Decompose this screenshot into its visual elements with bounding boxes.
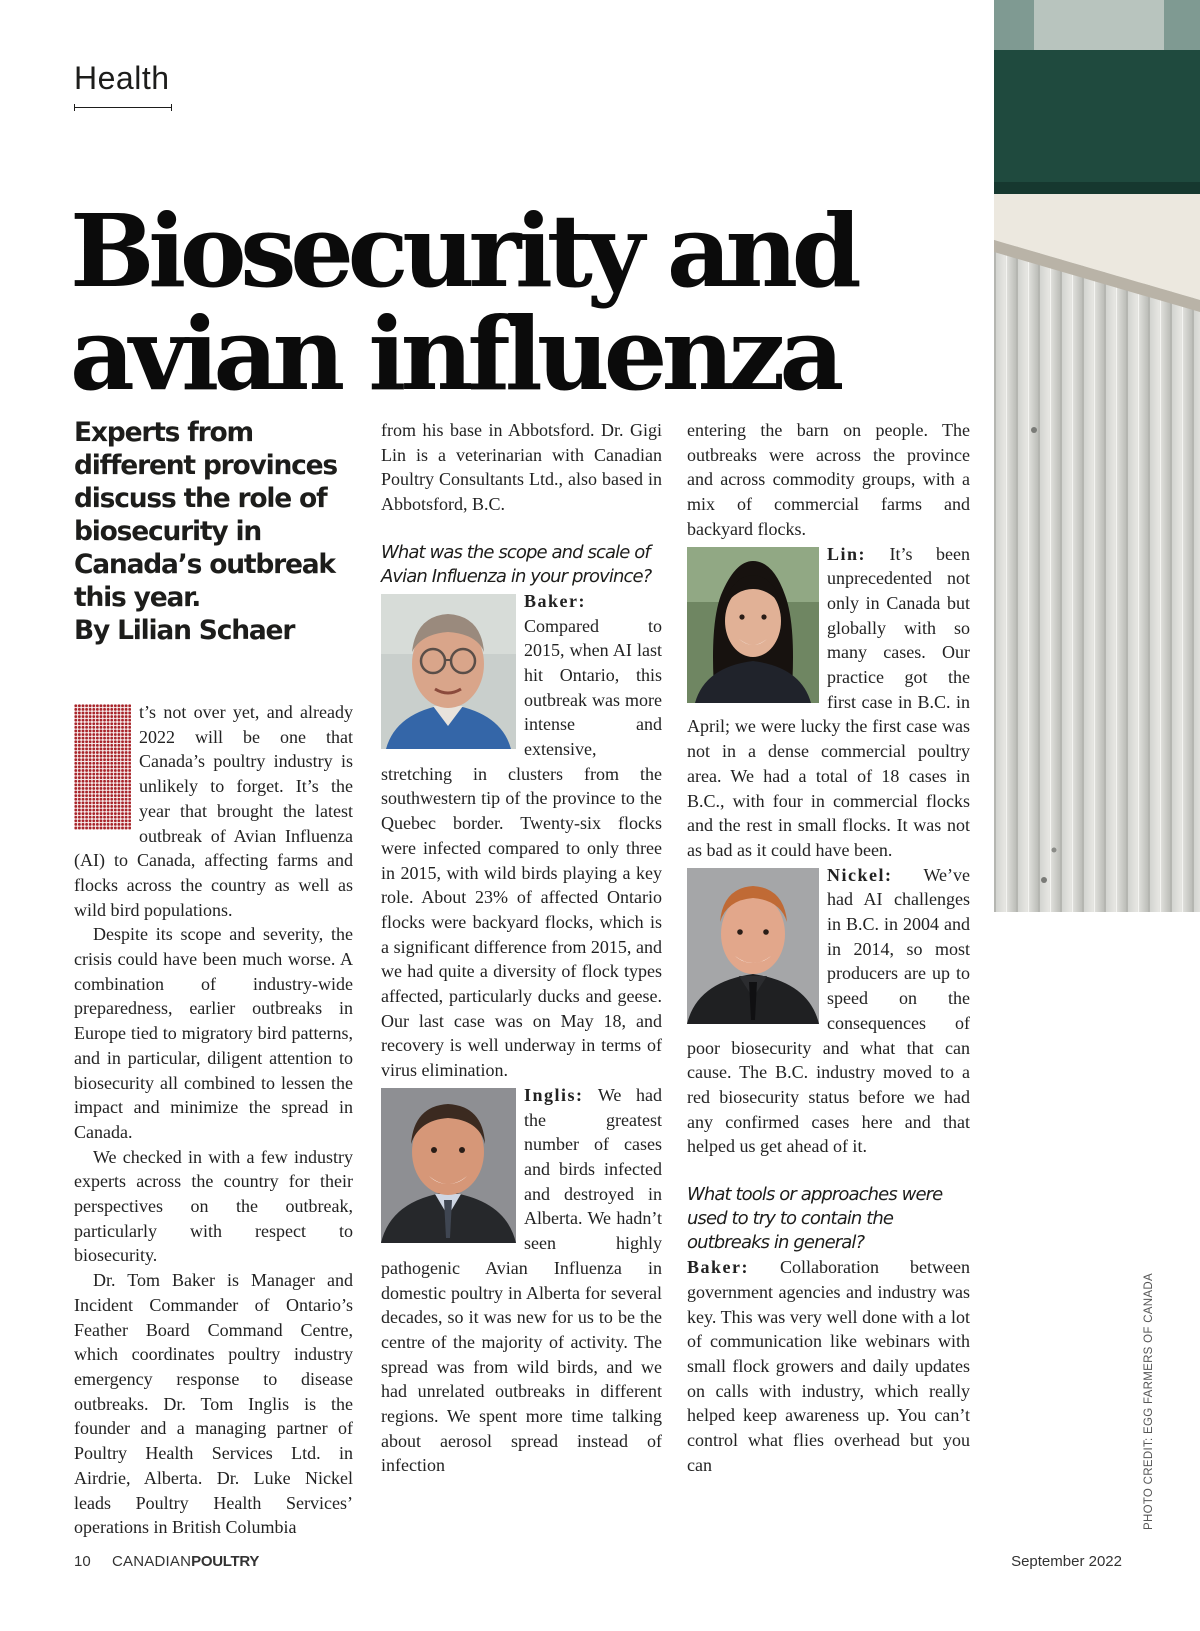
magazine-title: POULTRY bbox=[191, 1553, 260, 1570]
answer-text: Compared to 2015, when AI last hit Ontario, this outbreak was more intense and extensive, stretching in clusters from the southwestern tip of the province to the Quebec border. Twenty-six flocks were infected compared to only three in 2015, with wild birds playing a key role. About 23% of affected Ontario flocks were backyard flocks, which is a significant difference from 2015, and we had quite a diversity of flock types affected, particularly ducks and geese. Our last case was on May 18, and recovery is well underway in terms of virus elimination. bbox=[381, 615, 662, 1081]
photo-credit: PHOTO CREDIT: EGG FARMERS OF CANADA bbox=[1143, 1273, 1155, 1530]
paragraph: from his base in Abbotsford. Dr. Gigi Lin is a veterinarian with Canadian Poultry Consultants Ltd., also based in Abbotsford, B.C. bbox=[381, 420, 662, 515]
drop-cap bbox=[74, 704, 131, 830]
answer-text: It’s been unprecedented not only in Canada but globally with so many cases. Our practice got the first case in B.C. in April; we were lucky the first case was not in a dense commercial poultry area. We had a total of 18 cases in B.C., with four in commercial flocks and the rest in small flocks. It was not as bad as it could have been. bbox=[687, 543, 970, 860]
paragraph: Despite its scope and severity, the crisis could have been much worse. A combination of industry-wide preparedness, earlier outbreaks in Europe tied to migratory bird patterns, and in particular, diligent attention to biosecurity all combined to lessen the impact and minimize the spread in Canada. bbox=[74, 924, 353, 1142]
deck bbox=[74, 416, 364, 647]
barn-photo bbox=[994, 0, 1200, 912]
headline-line-1: Biosecurity and bbox=[70, 192, 856, 310]
speaker-label: Baker: bbox=[524, 590, 586, 611]
intro-text: t’s not over yet, and already 2022 will be one that Canada’s poultry industry is unlikely to forget. It’s the year that brought the latest outbreak of Avian Influenza (AI) to Canada, affecting farms and flocks across the country as well as wild bird populations. bbox=[74, 702, 353, 920]
paragraph: Dr. Tom Baker is Manager and Incident Commander of Ontario’s Feather Board Command Centre, which coordinates poultry industry emergency response to disease outbreaks. Dr. Tom Inglis is the founder and a managing partner of Poultry Health Services Ltd. in Airdrie, Alberta. Dr. Luke Nickel leads Poultry Health Services’ operations in British Columbia bbox=[74, 1270, 353, 1538]
headline bbox=[70, 192, 856, 413]
article-column-1 bbox=[74, 700, 353, 1540]
issue-date: September 2022 bbox=[1011, 1553, 1122, 1570]
article-column-3 bbox=[687, 418, 970, 1477]
answer-text: We’ve had AI challenges in B.C. in 2004 and in 2014, so most producers are up to speed on the consequences of poor biosecurity and what that can cause. The B.C. industry moved to a red biosecurity status before we had any confirmed cases here and that helped us get ahead of it. bbox=[687, 864, 970, 1157]
paragraph: We checked in with a few industry experts across the country for their perspectives on the outbreak, particularly with respect to biosecurity. bbox=[74, 1146, 353, 1266]
speaker-label: Inglis: bbox=[524, 1084, 584, 1105]
answer-nickel bbox=[687, 863, 970, 1159]
byline: By Lilian Schaer bbox=[74, 615, 295, 646]
speaker-label: Lin: bbox=[827, 543, 867, 564]
section-rule bbox=[74, 107, 172, 108]
headline-line-2: avian influenza bbox=[70, 295, 839, 413]
answer-baker-2 bbox=[687, 1255, 970, 1477]
deck-text: Experts from different provinces discuss the role of biosecurity in Canada’s outbreak this year. bbox=[74, 417, 338, 613]
paragraph: entering the barn on people. The outbreaks were across the province and across commodity groups, with a mix of commercial farms and backyard flocks. bbox=[687, 420, 970, 539]
portrait-tom-inglis bbox=[381, 1088, 516, 1243]
portrait-gigi-lin bbox=[687, 547, 819, 703]
answer-inglis bbox=[381, 1083, 662, 1478]
portrait-tom-baker bbox=[381, 594, 516, 749]
magazine-name bbox=[112, 1553, 259, 1570]
section-label: Health bbox=[74, 60, 170, 96]
page-number: 10 bbox=[74, 1553, 91, 1570]
answer-lin bbox=[687, 542, 970, 863]
question-heading: What tools or approaches were used to try to contain the outbreaks in general? bbox=[687, 1184, 943, 1254]
article-column-2 bbox=[381, 418, 662, 1478]
portrait-luke-nickel bbox=[687, 868, 819, 1024]
speaker-label: Nickel: bbox=[827, 864, 893, 885]
magazine-prefix: CANADIAN bbox=[112, 1553, 192, 1570]
question-heading: What was the scope and scale of Avian Influenza in your province? bbox=[381, 541, 652, 587]
answer-text: Collaboration between government agencies and industry was key. This was very well done with a lot of communication like webinars with small flock growers and daily updates on calls with industry, which really helped keep awareness up. You can’t control what flies overhead but you can bbox=[687, 1257, 971, 1475]
answer-baker bbox=[381, 589, 662, 1083]
intro-paragraph bbox=[74, 700, 353, 922]
answer-text: We had the greatest number of cases and birds infected and destroyed in Alberta. We hadn’t seen highly pathogenic Avian Influenza in domestic poultry in Alberta for several decades, so it was new for us to be the centre of the majority of activity. The spread was from wild birds, and we had unrelated outbreaks in different regions. We spent more time talking about aerosol spread instead of infection bbox=[381, 1084, 662, 1476]
speaker-label: Baker: bbox=[687, 1257, 749, 1278]
